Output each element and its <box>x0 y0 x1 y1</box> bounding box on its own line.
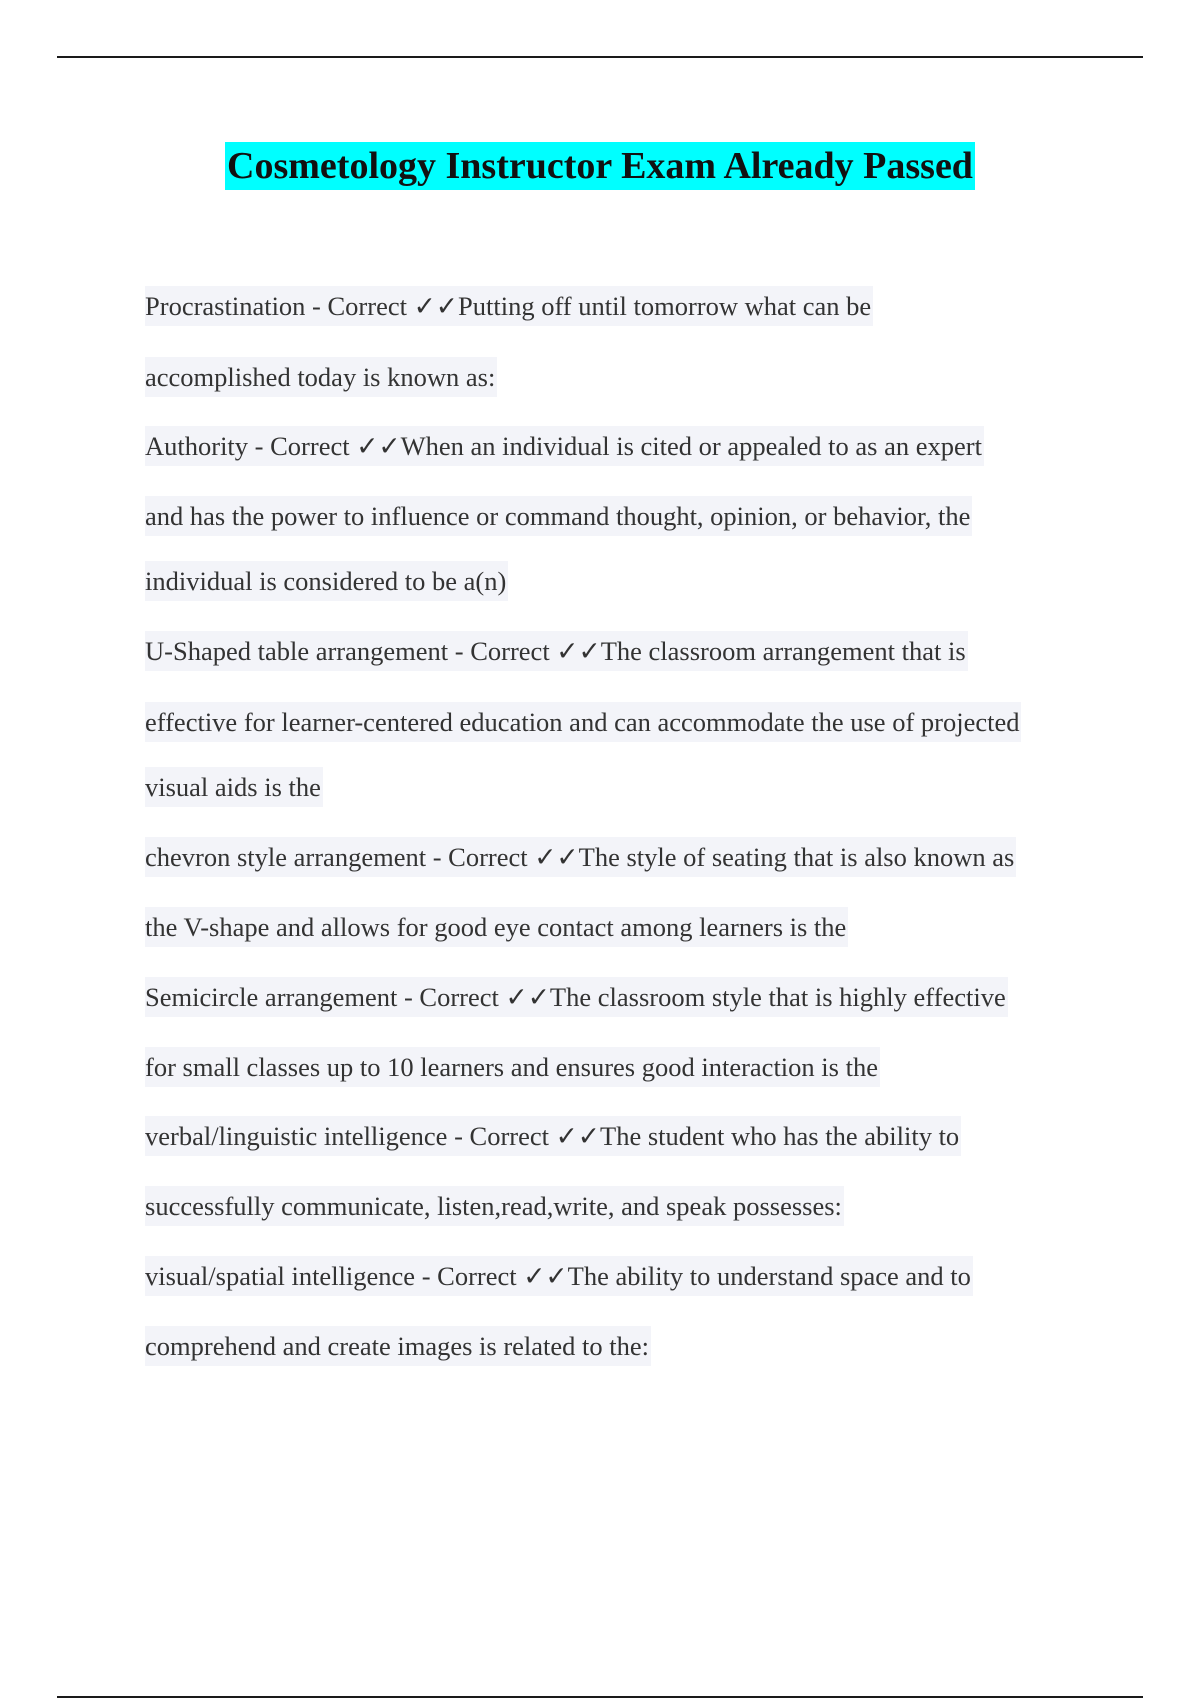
line-text: U-Shaped table arrangement - Correct ✓✓The classroom arrangement that is <box>145 631 968 671</box>
text-line <box>145 767 323 807</box>
line-text: the V-shape and allows for good eye contact among learners is the <box>145 907 848 947</box>
text-line <box>145 907 848 947</box>
line-text: chevron style arrangement - Correct ✓✓The style of seating that is also known as <box>145 837 1016 877</box>
text-line <box>145 426 984 466</box>
line-text: visual/spatial intelligence - Correct ✓✓The ability to understand space and to <box>145 1256 973 1296</box>
line-text: effective for learner-centered education and can accommodate the use of projected <box>145 702 1021 742</box>
text-line <box>145 1116 961 1156</box>
text-line <box>145 631 968 671</box>
line-text: verbal/linguistic intelligence - Correct ✓✓The student who has the ability to <box>145 1116 961 1156</box>
text-line <box>145 561 508 601</box>
top-rule <box>57 56 1143 58</box>
text-line <box>145 977 1008 1017</box>
line-text: comprehend and create images is related to the: <box>145 1326 651 1366</box>
text-line <box>145 286 873 326</box>
line-text: and has the power to influence or command thought, opinion, or behavior, the <box>145 496 972 536</box>
title-container <box>0 142 1200 190</box>
line-text: Semicircle arrangement - Correct ✓✓The classroom style that is highly effective <box>145 977 1008 1017</box>
line-text: successfully communicate, listen,read,write, and speak possesses: <box>145 1186 844 1226</box>
bottom-rule <box>57 1696 1143 1698</box>
text-line <box>145 1186 844 1226</box>
line-text: accomplished today is known as: <box>145 357 497 397</box>
line-text: visual aids is the <box>145 767 323 807</box>
text-line <box>145 837 1016 877</box>
text-line <box>145 1047 880 1087</box>
text-line <box>145 1256 973 1296</box>
line-text: Authority - Correct ✓✓When an individual is cited or appealed to as an expert <box>145 426 984 466</box>
text-line <box>145 496 972 536</box>
line-text: for small classes up to 10 learners and ensures good interaction is the <box>145 1047 880 1087</box>
text-line <box>145 357 497 397</box>
text-line <box>145 702 1021 742</box>
document-title: Cosmetology Instructor Exam Already Passed <box>225 142 975 190</box>
text-line <box>145 1326 651 1366</box>
line-text: Procrastination - Correct ✓✓Putting off until tomorrow what can be <box>145 286 873 326</box>
line-text: individual is considered to be a(n) <box>145 561 508 601</box>
